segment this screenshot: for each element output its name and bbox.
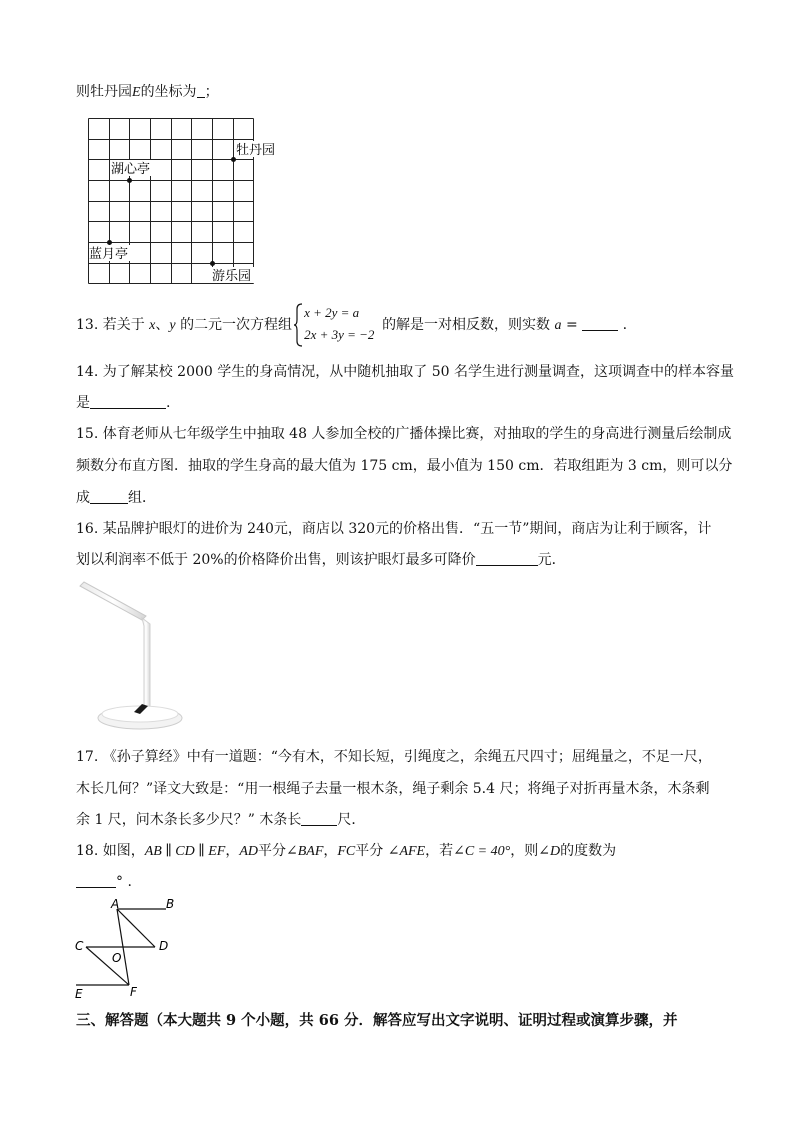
question-15-line1: 15. 体育老师从七年级学生中抽取 48 人参加全校的广播体操比赛，对抽取的学生的身高进行测量后绘制成: [76, 426, 732, 442]
coordinate-grid-figure: [84, 115, 284, 290]
parallel-lines-figure: [70, 896, 190, 1004]
label-d: D: [159, 939, 169, 953]
park-label: 游乐园: [212, 269, 252, 284]
question-13: 13. 若关于 x、y 的二元一次方程组 x + 2y = a 2x + 3y = −2 的解是一对相反数，则实数 a = .: [76, 302, 627, 348]
question-17-line3: 余 1 尺，问木条长多少尺？” 木条长 尺．: [76, 812, 366, 828]
lake-label: 湖心亭: [111, 162, 151, 177]
desk-lamp-image: [76, 580, 186, 738]
label-c: C: [75, 939, 84, 953]
question-17-line1: 17. 《孙子算经》中有一道题：“今有木，不知长短，引绳度之，余绳五尺四寸；屈绳量之，不足一尺，: [76, 749, 712, 765]
question-14-line2: 是 .: [76, 395, 171, 411]
equation-1: x + 2y = a: [304, 305, 360, 320]
equation-system: [294, 303, 380, 347]
label-a: A: [111, 897, 120, 911]
section-3-heading: 三、解答题（本大题共 9 个小题，共 66 分．解答应写出文字说明、证明过程或演算步骤，并: [76, 1012, 678, 1029]
park-point: [210, 261, 215, 266]
question-16-line1: 16. 某品牌护眼灯的进价为 240元，商店以 320元的价格出售．“五一节”期间，商店为让利于顾客，计: [76, 521, 712, 537]
blue-label: 蓝月亭: [89, 247, 129, 262]
question-14-line1: 14. 为了解某校 2000 学生的身高情况，从中随机抽取了 50 名学生进行测量调查，这项调查中的样本容量: [76, 364, 734, 380]
question-17-line2: 木长几何？”译文大致是：“用一根绳子去量一根木条，绳子剩余 5.4 尺；将绳子对折再量木条，木条剩: [76, 781, 710, 797]
question-18-line1: 18. 如图，AB ∥ CD ∥ EF，AD平分∠BAF，FC平分 ∠AFE，若∠C = 40°，则∠D的度数为: [76, 843, 617, 859]
peony-label: 牡丹园: [236, 143, 276, 158]
blue-point: [107, 240, 112, 245]
prev-question-tail: 则牡丹园E的坐标为 ；: [76, 84, 219, 100]
label-o: O: [112, 951, 122, 965]
lake-point: [127, 178, 132, 183]
question-16-line2: 划以利润率不低于 20%的价格降价出售，则该护眼灯最多可降价 元．: [76, 552, 566, 568]
label-e: E: [75, 987, 83, 1001]
question-15-line2: 频数分布直方图．抽取的学生身高的最大值为 175 cm，最小值为 150 cm．若取组距为 3 cm，则可以分: [76, 458, 733, 474]
label-f: F: [130, 985, 137, 999]
equation-2: 2x + 3y = −2: [304, 327, 375, 342]
question-15-line3: 成 组．: [76, 490, 156, 506]
segment-cf: [86, 947, 129, 985]
question-18-line2: ° .: [76, 872, 132, 892]
label-b: B: [166, 897, 175, 911]
